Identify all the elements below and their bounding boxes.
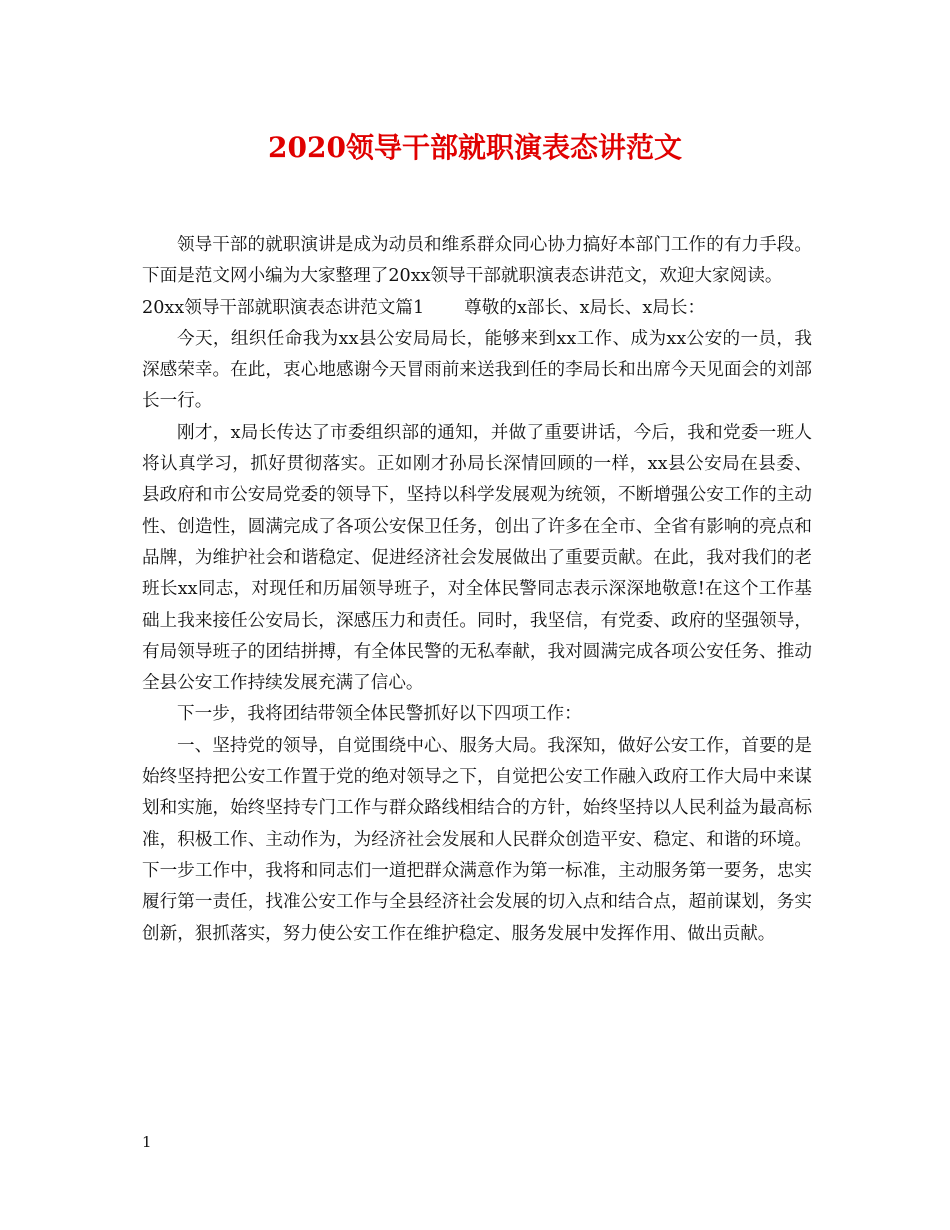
intro-paragraph: 领导干部的就职演讲是成为动员和维系群众同心协力搞好本部门工作的有力手段。下面是范文网小编为大家整理了20xx领导干部就职演表态讲范文，欢迎大家阅读。 [142, 235, 812, 287]
salutation: 尊敬的x部长、x局长、x局长： [464, 297, 706, 318]
body-paragraph: 今天，组织任命我为xx县公安局局长，能够来到xx工作、成为xx公安的一员，我深感荣幸。在此，衷心地感谢今天冒雨前来送我到任的李局长和出席今天见面会的刘部长一行。 [142, 328, 812, 412]
body-paragraph: 一、坚持党的领导，自觉围绕中心、服务大局。我深知，做好公安工作，首要的是始终坚持把公安工作置于党的绝对领导之下，自觉把公安工作融入政府工作大局中来谋划和实施，始终坚持专门工作与群众路线相结合的方针，始终坚持以人民利益为最高标准，积极工作、主动作为，为经济社会发展和人民群众创造平安、稳定、和谐的环境。下一步工作中，我将和同志们一道把群众满意作为第一标准，主动服务第一要务，忠实履行第一责任，找准公安工作与全县经济社会发展的切入点和结合点，超前谋划，务实创新，狠抓落实，努力使公安工作在维护稳定、服务发展中发挥作用、做出贡献。 [142, 735, 812, 944]
section-heading: 20xx领导干部就职演表态讲范文篇1 [142, 297, 425, 318]
body-paragraph: 下一步，我将团结带领全体民警抓好以下四项工作： [177, 704, 582, 725]
document-title: 2020领导干部就职演表态讲范文 [268, 131, 682, 164]
document-body [142, 230, 812, 950]
body-paragraph: 刚才，x局长传达了市委组织部的通知，并做了重要讲话，今后，我和党委一班人将认真学习，抓好贯彻落实。正如刚才孙局长深情回顾的一样，xx县公安局在县委、县政府和市公安局党委的领导下，坚持以科学发展观为统领，不断增强公安工作的主动性、创造性，圆满完成了各项公安保卫任务，创出了许多在全市、全省有影响的亮点和品牌，为维护社会和谐稳定、促进经济社会发展做出了重要贡献。在此，我对我们的老班长xx同志，对现任和历届领导班子，对全体民警同志表示深深地敬意!在这个工作基础上我来接任公安局长，深感压力和责任。同时，我坚信，有党委、政府的坚强领导，有局领导班子的团结拼搏，有全体民警的无私奉献，我对圆满完成各项公安任务、推动全县公安工作持续发展充满了信心。 [142, 422, 812, 694]
page-number: 1 [142, 1133, 152, 1151]
section-heading-line [142, 293, 812, 324]
